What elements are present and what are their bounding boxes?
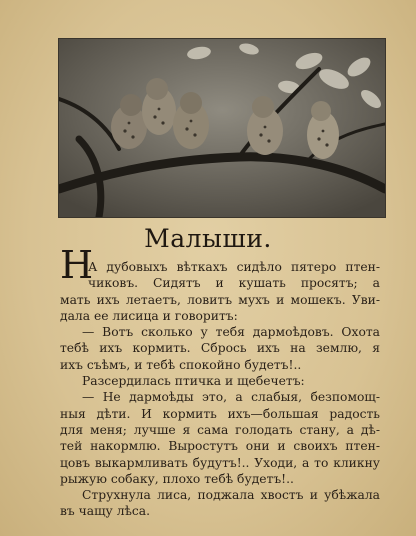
text-line: тебѣ ихъ кормить. Сбрось ихъ на землю, я bbox=[60, 341, 380, 356]
text-line: ныя дѣти. И кормить ихъ—большая радость bbox=[60, 406, 380, 421]
birds-photo bbox=[58, 38, 386, 218]
text-line: Струхнула лиса, поджала хвостъ и убѣжала bbox=[82, 488, 380, 503]
text-line: А дубовыхъ вѣткахъ сидѣло пятеро птен- bbox=[88, 260, 380, 274]
text-line: чиковъ. Сидятъ и кушать просятъ; а bbox=[88, 276, 380, 291]
text-line: дала ее лисица и говоритъ: bbox=[60, 308, 238, 323]
page-title: Малыши. bbox=[144, 224, 272, 253]
text-line: мать ихъ летаетъ, ловитъ мухъ и мошекъ. Уви- bbox=[60, 292, 380, 307]
story-text bbox=[60, 259, 380, 520]
text-line: рыжую собаку, плохо тебѣ будетъ!.. bbox=[60, 471, 294, 486]
text-line: цовъ выкармливать будутъ!.. Уходи, а то кликну bbox=[60, 455, 380, 470]
birds-illustration bbox=[59, 39, 385, 217]
drop-cap: Н bbox=[60, 243, 94, 287]
text-line: въ чащу лѣса. bbox=[60, 504, 151, 519]
text-line: Разсердилась птичка и щебечетъ: bbox=[82, 374, 305, 389]
text-line: для меня; лучше я сама голодать стану, а дѣ- bbox=[60, 422, 380, 437]
text-line: ихъ съѣмъ, и тебѣ спокойно будетъ!.. bbox=[60, 357, 302, 372]
text-line: тей накормлю. Выростутъ они и своихъ птен- bbox=[60, 439, 380, 454]
text-line: — Не дармоѣды это, а слабыя, безпомощ- bbox=[82, 390, 380, 405]
text-line: — Вотъ сколько у тебя дармоѣдовъ. Охота bbox=[82, 325, 380, 340]
